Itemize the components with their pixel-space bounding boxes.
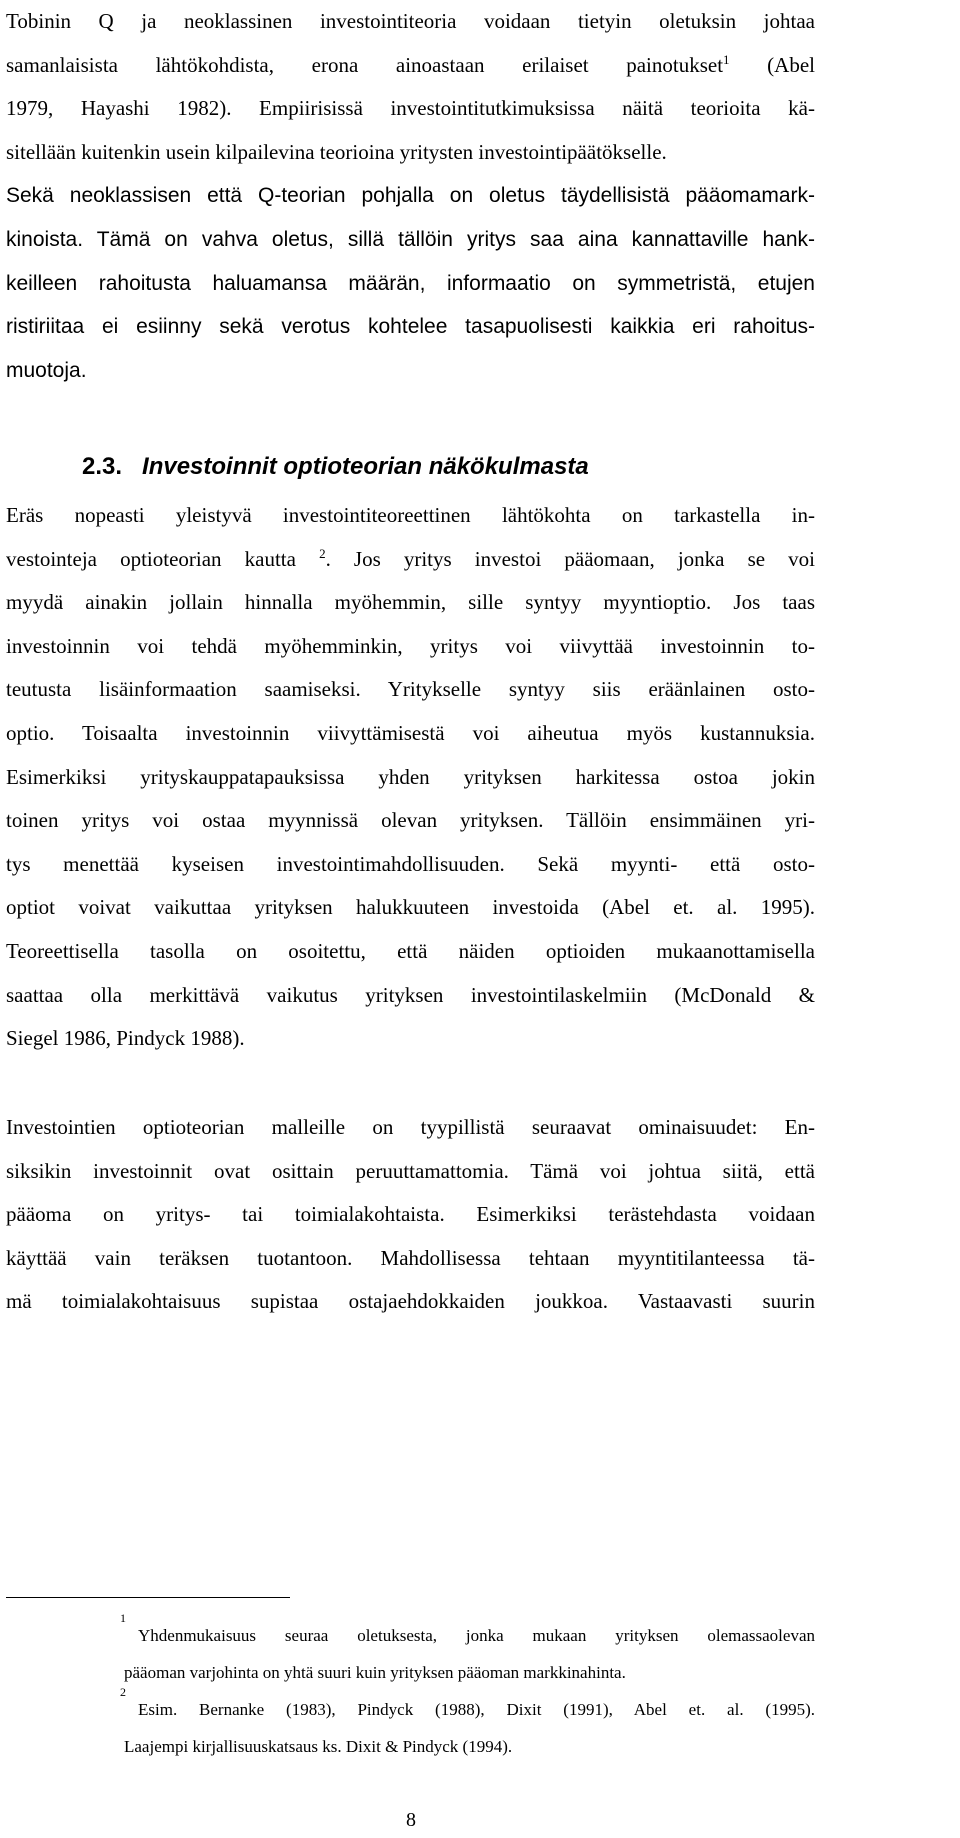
footnote-line: Laajempi kirjallisuuskatsaus ks. Dixit & Pindyck (1994). xyxy=(124,1737,513,1756)
text-line: Siegel 1986, Pindyck 1988). xyxy=(6,1026,245,1051)
footnote-1 xyxy=(120,1611,815,1691)
footnote-ref-1: 1 xyxy=(723,51,730,67)
text-line xyxy=(6,538,815,582)
text-line: muotoja. xyxy=(6,358,87,382)
text-line xyxy=(6,44,815,88)
text-line: Tobinin Q ja neoklassinen investointiteoria voidaan tietyin oletuksin johtaa xyxy=(6,9,815,33)
text-line: teutusta lisäinformaation saamiseksi. Yritykselle syntyy siis eräänlainen osto- xyxy=(6,677,815,702)
footnote-line xyxy=(124,1691,815,1728)
footnote-mark: 1 xyxy=(120,1611,126,1625)
text-line: optio. Toisaalta investoinnin viivyttämisestä voi aiheutua myös kustannuksia. xyxy=(6,720,815,745)
text-line: mä toimialakohtaisuus supistaa ostajaehdokkaiden joukkoa. Vastaavasti suurin xyxy=(6,1289,815,1314)
text-line: optiot voivat vaikuttaa yrityksen halukkuuteen investoida (Abel et. al. 1995). xyxy=(6,895,815,920)
text-line: siksikin investoinnit ovat osittain peruuttamattomia. Tämä voi johtua siitä, että xyxy=(6,1158,815,1183)
section-heading xyxy=(82,452,589,482)
footnote-separator xyxy=(6,1597,290,1598)
text-fragment: samanlaisista lähtökohdista, erona ainoastaan erilaiset painotukset xyxy=(6,52,724,77)
text-line: Esimerkiksi yrityskauppatapauksissa yhden yrityksen harkitessa ostoa jokin xyxy=(6,764,815,789)
footnote-text: Esim. Bernanke (1983), Pindyck (1988), Dixit (1991), Abel et. al. (1995). xyxy=(138,1700,815,1719)
text-line: myydä ainakin jollain hinnalla myöhemmin, sille syntyy myyntioptio. Jos taas xyxy=(6,590,815,615)
text-fragment: vestointeja optioteorian kautta xyxy=(6,546,296,571)
text-fragment: . Jos yritys investoi pääomaan, jonka se voi xyxy=(325,546,816,571)
footnote-line xyxy=(124,1617,815,1654)
footnote-text: Yhdenmukaisuus seuraa oletuksesta, jonka mukaan yrityksen olemassaolevan xyxy=(138,1626,815,1645)
text-line: keilleen rahoitusta haluamansa määrän, informaatio on symmetristä, etujen xyxy=(6,271,815,295)
text-line: investoinnin voi tehdä myöhemminkin, yritys voi viivyttää investoinnin to- xyxy=(6,633,815,658)
footnote-line: pääoman varjohinta on yhtä suuri kuin yrityksen pääoman markkinahinta. xyxy=(124,1663,626,1682)
text-line: toinen yritys voi ostaa myynnissä olevan yrityksen. Tällöin ensimmäinen yri- xyxy=(6,808,815,833)
text-line: sitellään kuitenkin usein kilpailevina teorioina yritysten investointipäätökselle. xyxy=(6,139,667,164)
text-line: tys menettää kyseisen investointimahdollisuuden. Sekä myynti- että osto- xyxy=(6,851,815,876)
text-line: Sekä neoklassisen että Q-teorian pohjalla on oletus täydellisistä pääomamark- xyxy=(6,184,815,208)
page-number: 8 xyxy=(406,1809,416,1831)
footnote-mark: 2 xyxy=(120,1685,126,1699)
paragraph-3 xyxy=(6,1106,815,1324)
text-line: kinoista. Tämä on vahva oletus, sillä tällöin yritys saa aina kannattaville hank- xyxy=(6,227,815,251)
section-title: Investoinnit optioteorian näkökulmasta xyxy=(142,453,589,480)
text-line: saattaa olla merkittävä vaikutus yrityksen investointilaskelmiin (McDonald & xyxy=(6,982,815,1007)
footnote-ref-2: 2 xyxy=(319,545,326,561)
text-line: Investointien optioteorian malleille on tyypillistä seuraavat ominaisuudet: En- xyxy=(6,1115,815,1139)
text-line: käyttää vain teräksen tuotantoon. Mahdollisessa tehtaan myyntitilanteessa tä- xyxy=(6,1245,815,1270)
text-line: ristiriitaa ei esiinny sekä verotus kohtelee tasapuolisesti kaikkia eri rahoitus- xyxy=(6,315,815,339)
text-line: Eräs nopeasti yleistyvä investointiteoreettinen lähtökohta on tarkastella in- xyxy=(6,503,815,527)
paragraph-2 xyxy=(6,494,815,1061)
paragraph-1 xyxy=(6,0,815,392)
text-line: pääoma on yritys- tai toimialakohtaista. Esimerkiksi terästehdasta voidaan xyxy=(6,1202,815,1227)
section-number: 2.3. xyxy=(82,453,123,480)
footnote-2 xyxy=(120,1685,815,1765)
text-fragment: (Abel xyxy=(767,52,815,77)
text-line: 1979, Hayashi 1982). Empiirisissä investointitutkimuksissa näitä teorioita kä- xyxy=(6,96,815,121)
text-line: Teoreettisella tasolla on osoitettu, että näiden optioiden mukaanottamisella xyxy=(6,938,815,963)
